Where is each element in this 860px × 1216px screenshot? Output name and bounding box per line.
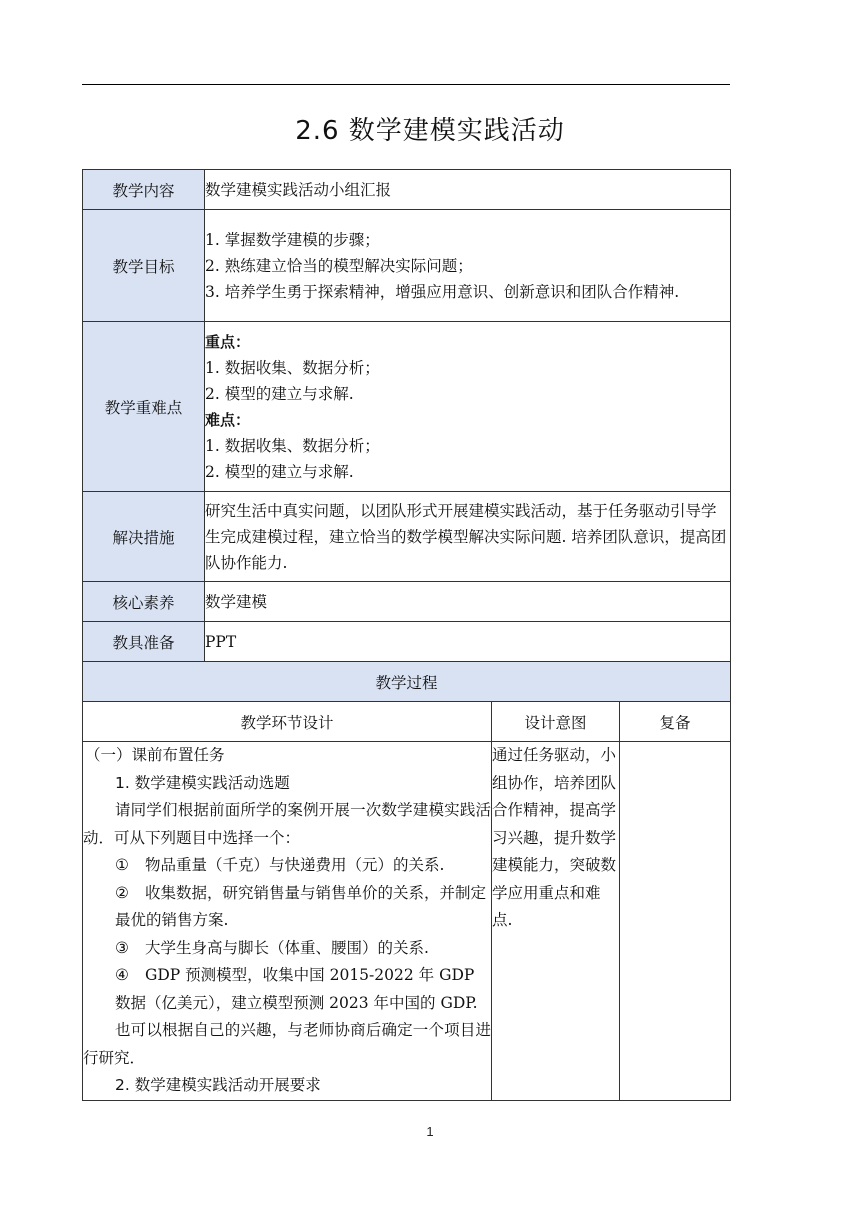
label-literacy: 核心素养 xyxy=(83,582,205,622)
topic-item xyxy=(83,935,491,963)
page-title: 2.6 数学建模实践活动 xyxy=(295,116,565,146)
label-measures: 解决措施 xyxy=(83,492,205,582)
label-content: 教学内容 xyxy=(83,170,205,210)
label-goals: 教学目标 xyxy=(83,210,205,322)
goal-line: 1. 掌握数学建模的步骤； xyxy=(205,230,380,249)
value-tools: PPT xyxy=(205,622,731,662)
page-number: 1 xyxy=(426,1124,434,1139)
prep-cell xyxy=(620,742,731,1101)
row-measures xyxy=(83,492,731,582)
intent-cell: 通过任务驱动，小组协作，培养团队合作精神，提高学习兴趣，提升数学建模能力，突破数学应用重点和难点. xyxy=(492,742,620,1101)
item-number: ④ xyxy=(115,966,129,984)
item-text: 物品重量（千克）与快递费用（元）的关系. xyxy=(145,856,445,874)
process-body-row xyxy=(83,742,731,1101)
key-line: 2. 模型的建立与求解. xyxy=(205,384,354,403)
value-literacy: 数学建模 xyxy=(205,582,731,622)
item-text: GDP 预测模型，收集中国 2015-2022 年 GDP 数据（亿美元），建立模型预测 2023 年中国的 GDP. xyxy=(115,966,478,1012)
process-header-row xyxy=(83,702,731,742)
col-design-header: 教学环节设计 xyxy=(83,702,492,742)
row-tools xyxy=(83,622,731,662)
teaching-process-table xyxy=(82,661,731,1101)
item-text: 大学生身高与脚长（体重、腰围）的关系. xyxy=(145,938,429,957)
topic-item xyxy=(83,962,491,1017)
process-title: 教学过程 xyxy=(83,662,731,702)
value-goals xyxy=(205,210,731,322)
topic-item xyxy=(83,880,491,935)
row-keypoints xyxy=(83,322,731,492)
goal-line: 2. 熟练建立恰当的模型解决实际问题； xyxy=(205,256,473,275)
row-content xyxy=(83,170,731,210)
design-cell xyxy=(83,742,492,1101)
hard-title: 难点： xyxy=(205,410,251,429)
hard-line: 2. 模型的建立与求解. xyxy=(205,462,354,481)
paragraph: 请同学们根据前面所学的案例开展一次数学建模实践活动．可从下列题目中选择一个： xyxy=(83,801,491,847)
col-prep-header: 复备 xyxy=(620,702,731,742)
lesson-info-table xyxy=(82,169,731,662)
paragraph: 也可以根据自己的兴趣，与老师协商后确定一个项目进行研究． xyxy=(83,1021,491,1067)
hard-line: 1. 数据收集、数据分析； xyxy=(205,436,380,455)
sub-heading: 1. 数学建模实践活动选题 xyxy=(115,773,290,792)
header-rule xyxy=(82,84,730,85)
value-keypoints xyxy=(205,322,731,492)
item-text: 收集数据，研究销售量与销售单价的关系，并制定最优的销售方案. xyxy=(115,883,487,929)
label-tools: 教具准备 xyxy=(83,622,205,662)
section-heading: （一）课前布置任务 xyxy=(85,746,225,764)
label-keypoints: 教学重难点 xyxy=(83,322,205,492)
item-number: ③ xyxy=(115,938,129,957)
key-title: 重点： xyxy=(205,332,251,351)
key-line: 1. 数据收集、数据分析； xyxy=(205,358,380,377)
value-content: 数学建模实践活动小组汇报 xyxy=(205,170,731,210)
col-intent-header: 设计意图 xyxy=(492,702,620,742)
topic-item xyxy=(83,852,491,880)
goal-line: 3. 培养学生勇于探索精神，增强应用意识、创新意识和团队合作精神. xyxy=(205,282,680,301)
value-measures: 研究生活中真实问题，以团队形式开展建模实践活动，基于任务驱动引导学生完成建模过程，建立恰当的数学模型解决实际问题. 培养团队意识，提高团队协作能力. xyxy=(205,492,731,582)
item-number: ② xyxy=(115,883,129,902)
row-goals xyxy=(83,210,731,322)
sub-heading: 2. 数学建模实践活动开展要求 xyxy=(115,1076,321,1094)
row-literacy xyxy=(83,582,731,622)
process-title-row xyxy=(83,662,731,702)
item-number: ① xyxy=(115,856,129,874)
